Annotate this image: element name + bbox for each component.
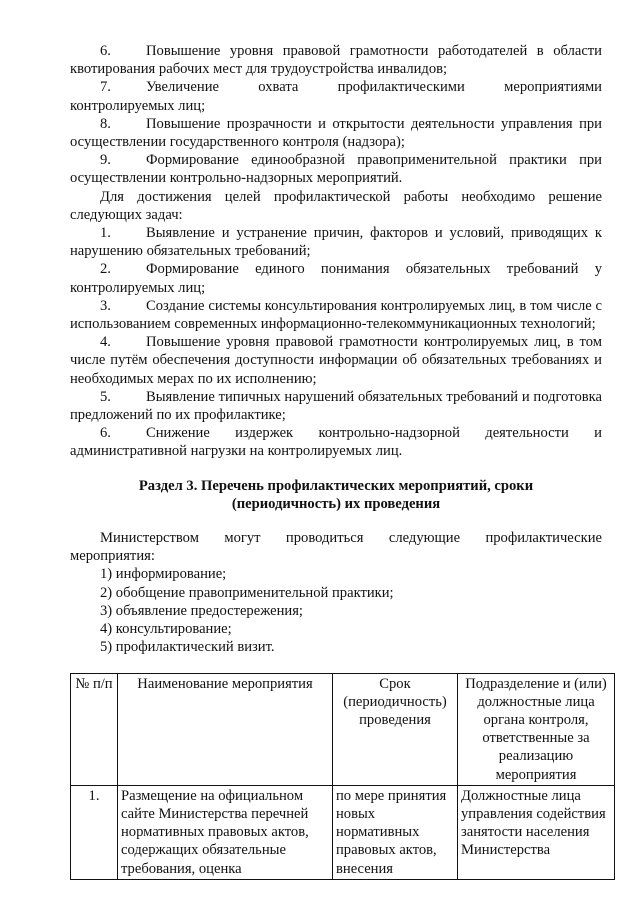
goal-item-8: 8. Повышение прозрачности и открытости деятельности управления при осуществлении государственного контроля (надзора); — [70, 115, 602, 151]
table-row — [71, 785, 615, 879]
measure-item: 4) консультирование; — [100, 621, 232, 638]
task-item-5: 5. Выявление типичных нарушений обязательных требований и подготовка предложений по их профилактике; — [70, 388, 602, 424]
measure-item: 1) информирование; — [100, 566, 227, 583]
document-page — [70, 42, 607, 880]
measures-intro: Министерством могут проводиться следующие профилактические мероприятия: — [70, 530, 602, 565]
task-item-4: 4. Повышение уровня правовой грамотности контролируемых лиц, в том числе путём обеспечения доступности информации об обязательных требованиях и необходимых мерах по их исполнению; — [70, 334, 602, 387]
col-header-responsible: Подразделение и (или) должностные лица органа контроля, ответственные за реализацию мероприятия — [458, 673, 615, 785]
measure-item: 2) обобщение правоприменительной практики; — [100, 584, 394, 601]
tasks-intro: Для достижения целей профилактической работы необходимо решение следующих задач: — [70, 188, 602, 223]
col-header-number: № п/п — [71, 673, 118, 785]
measure-item: 3) объявление предостережения; — [100, 602, 303, 619]
spacer — [70, 513, 602, 529]
col-header-measure-name: Наименование мероприятия — [118, 673, 333, 785]
task-item-1: 1. Выявление и устранение причин, факторов и условий, приводящих к нарушению обязательных требований; — [70, 225, 602, 260]
col-header-period: Срок (периодичность) проведения — [333, 673, 458, 785]
cell-number: 1. — [71, 785, 118, 879]
cell-period: по мере принятия новых нормативных правовых актов, внесения — [333, 785, 458, 879]
section-heading: Раздел 3. Перечень профилактических мероприятий, сроки (периодичность) их проведения — [138, 477, 534, 512]
table-header-row — [71, 673, 615, 785]
spacer — [70, 461, 602, 477]
measure-item: 5) профилактический визит. — [100, 639, 275, 656]
cell-measure-name: Размещение на официальном сайте Министерства перечней нормативных правовых актов, содержащих обязательные требования, оценка — [118, 785, 333, 879]
task-item-2: 2. Формирование единого понимания обязательных требований у контролируемых лиц; — [70, 261, 602, 296]
cell-responsible: Должностные лица управления содействия занятости населения Министерства — [458, 785, 615, 879]
goal-item-6: 6. Повышение уровня правовой грамотности работодателей в области квотирования рабочих мест для трудоустройства инвалидов; — [70, 43, 602, 78]
goal-item-9: 9. Формирование единообразной правоприменительной практики при осуществлении контрольно-надзорных мероприятий. — [70, 152, 602, 187]
goal-item-7: 7. Увеличение охвата профилактическими мероприятиями контролируемых лиц; — [70, 79, 602, 114]
measures-table — [70, 673, 615, 880]
task-item-3: 3. Создание системы консультирования контролируемых лиц, в том числе с использованием современных информационно-телекоммуникационных технологий; — [70, 297, 602, 333]
task-item-6: 6. Снижение издержек контрольно-надзорной деятельности и административной нагрузки на контролируемых лиц. — [70, 425, 602, 460]
